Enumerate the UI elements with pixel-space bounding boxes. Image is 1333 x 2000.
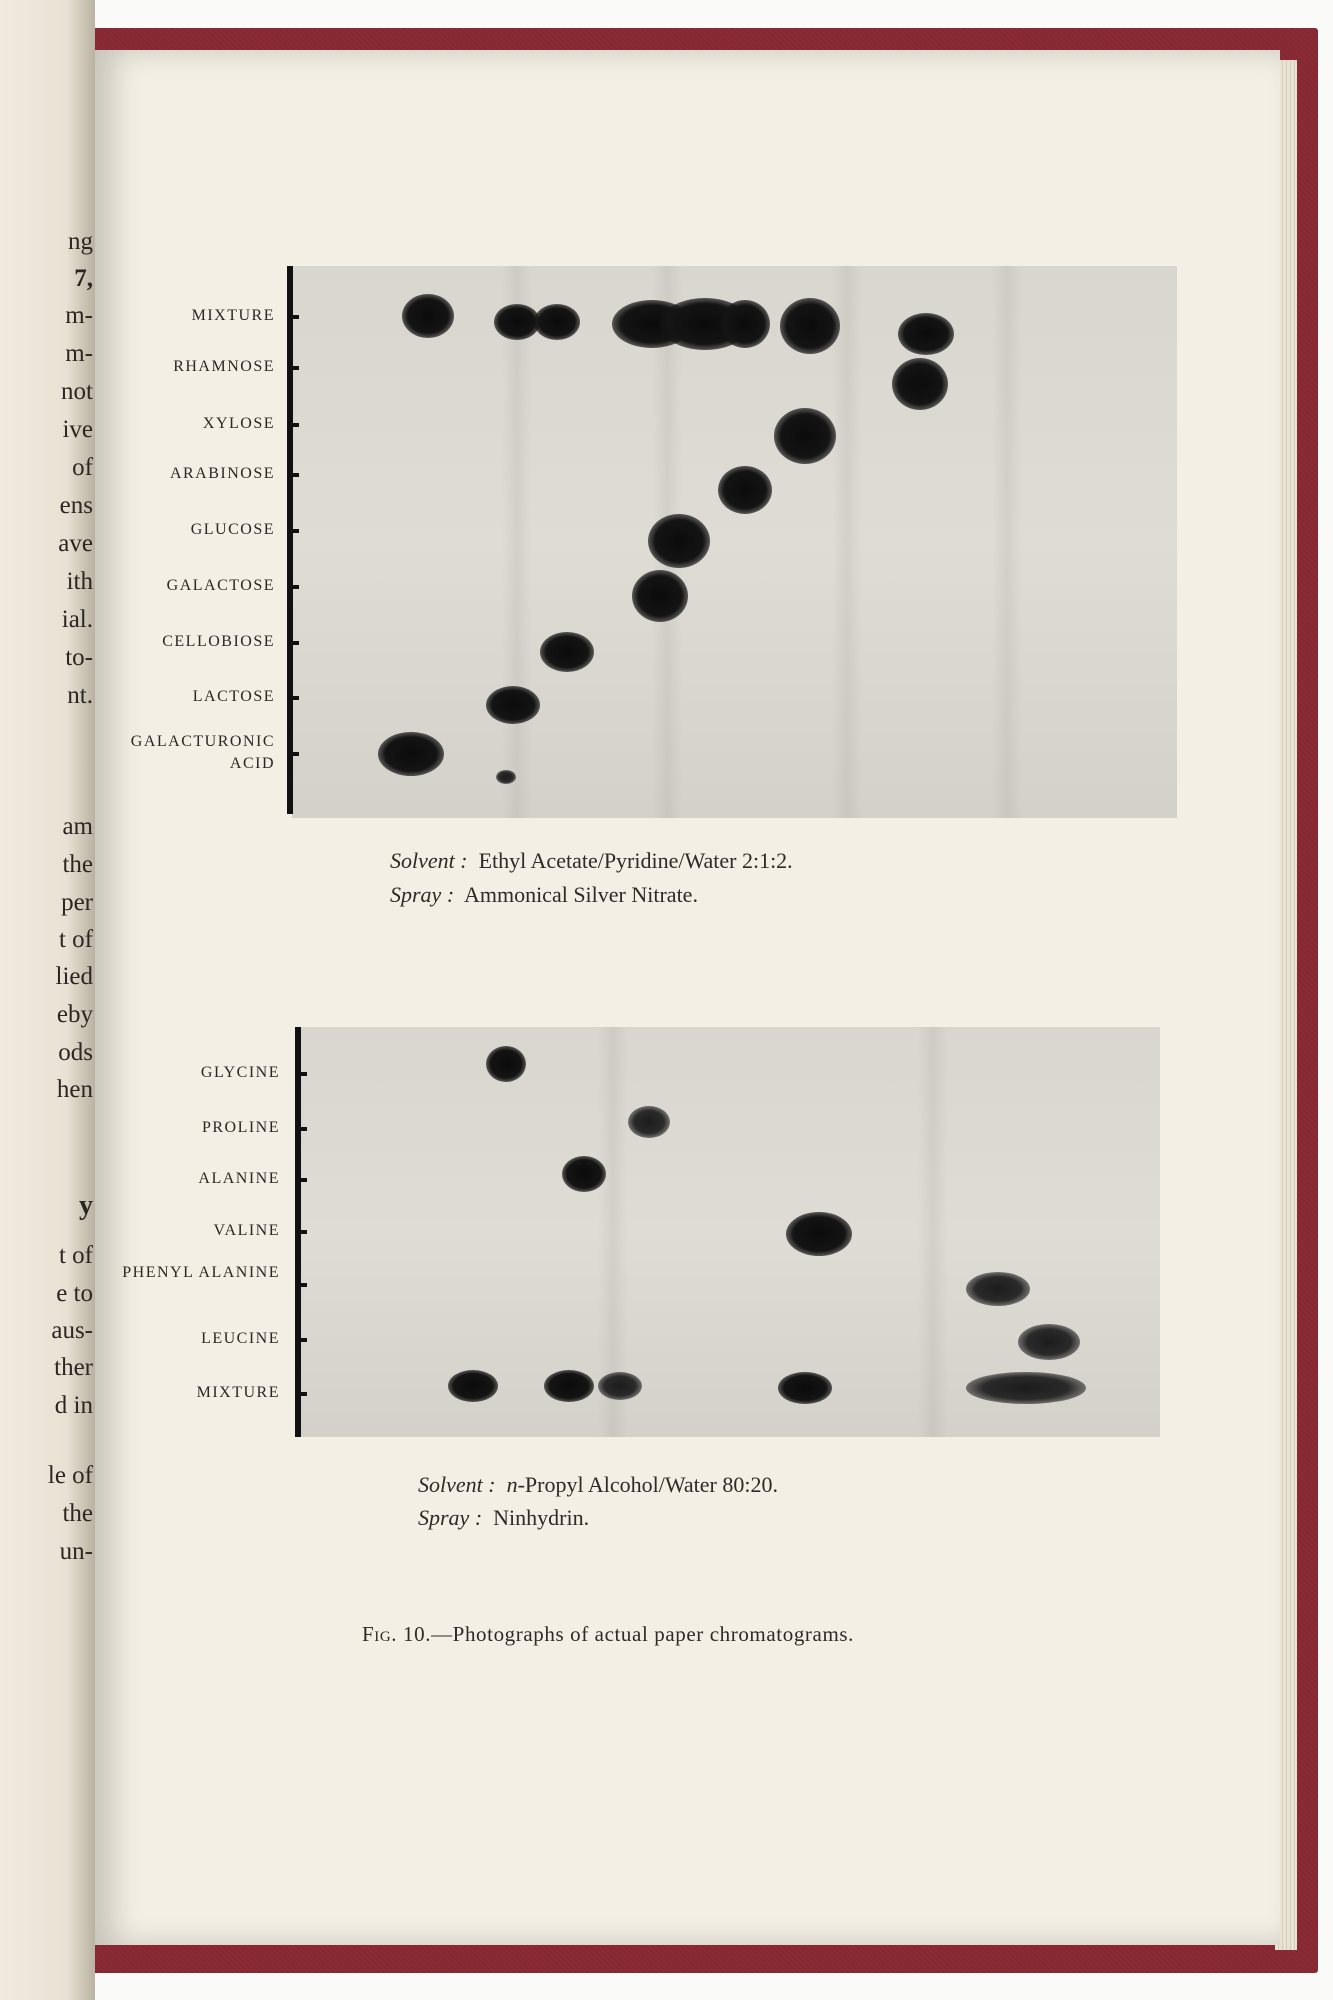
spot bbox=[1018, 1324, 1080, 1360]
spot bbox=[540, 632, 594, 672]
spot bbox=[632, 570, 688, 622]
left-text-fragment: to- bbox=[65, 644, 93, 671]
left-text-fragment: per bbox=[61, 889, 93, 916]
spot bbox=[892, 358, 948, 410]
sugar-label-galacturonic-acid: GALACTURONIC ACID bbox=[130, 733, 275, 772]
left-text-fragment: le of bbox=[47, 1462, 93, 1489]
spot bbox=[448, 1370, 498, 1402]
amino-label-proline: PROLINE bbox=[201, 1119, 280, 1136]
left-text-fragment: t of bbox=[58, 1242, 93, 1269]
left-text-fragment: nt. bbox=[67, 682, 93, 709]
left-text-fragment: e to bbox=[56, 1280, 93, 1307]
spot bbox=[544, 1370, 594, 1402]
sugar-label-arabinose: ARABINOSE bbox=[169, 465, 275, 482]
amino-label-valine: VALINE bbox=[213, 1222, 280, 1239]
left-text-fragment: of bbox=[72, 454, 93, 481]
spot bbox=[898, 313, 954, 355]
spot bbox=[378, 732, 444, 776]
left-text-fragment: ave bbox=[58, 530, 93, 557]
sugar-label-rhamnose: RHAMNOSE bbox=[173, 358, 275, 375]
left-text-fragment: d in bbox=[54, 1392, 93, 1419]
left-text-fragment: m- bbox=[65, 302, 93, 329]
spot bbox=[562, 1156, 606, 1192]
left-text-fragment: ive bbox=[62, 416, 93, 443]
spot bbox=[780, 298, 840, 354]
left-text-fragment: the bbox=[62, 1500, 93, 1527]
spray-caption-2: Spray : Ninhydrin. bbox=[418, 1505, 590, 1530]
sugar-label-galactose: GALACTOSE bbox=[166, 577, 275, 594]
spot bbox=[534, 304, 580, 340]
sugar-label-glucose: GLUCOSE bbox=[190, 521, 275, 538]
spot bbox=[774, 408, 836, 464]
amino-label-phenylalanine: PHENYL ALANINE bbox=[122, 1264, 280, 1281]
spot bbox=[778, 1372, 832, 1404]
spray-caption-1: Spray : Ammonical Silver Nitrate. bbox=[390, 882, 698, 907]
sugar-label-lactose: LACTOSE bbox=[192, 688, 275, 705]
left-text-fragment: y bbox=[79, 1190, 93, 1221]
amino-label-mixture: MIXTURE bbox=[196, 1384, 280, 1401]
spot bbox=[648, 514, 710, 568]
spot bbox=[402, 294, 454, 338]
left-text-fragment: lied bbox=[55, 963, 93, 990]
amino-label-alanine: ALANINE bbox=[198, 1170, 280, 1187]
spot bbox=[486, 686, 540, 724]
left-text-fragment: ial. bbox=[61, 606, 93, 633]
solvent-caption-1: Solvent : Ethyl Acetate/Pyridine/Water 2:1:2. bbox=[390, 848, 793, 873]
sugar-label-mixture: MIXTURE bbox=[191, 307, 275, 324]
solvent-caption-2: Solvent : n-Propyl Alcohol/Water 80:20. bbox=[418, 1472, 778, 1497]
left-page bbox=[0, 0, 95, 2000]
spot bbox=[496, 770, 516, 784]
spot bbox=[966, 1372, 1086, 1404]
left-text-fragment: ens bbox=[59, 492, 93, 519]
left-text-fragment: hen bbox=[56, 1076, 93, 1103]
spot bbox=[598, 1372, 642, 1400]
amino-label-glycine: GLYCINE bbox=[200, 1064, 280, 1081]
left-text-fragment: 7, bbox=[74, 265, 93, 292]
left-text-fragment: aus- bbox=[51, 1317, 93, 1344]
chromatogram-1-origin-line bbox=[287, 266, 293, 814]
spot bbox=[720, 300, 770, 348]
spot bbox=[966, 1272, 1030, 1306]
amino-label-leucine: LEUCINE bbox=[201, 1330, 280, 1347]
figure-caption: Fig. 10.—Photographs of actual paper chromatograms. bbox=[362, 1622, 854, 1646]
left-text-fragment: t of bbox=[58, 926, 93, 953]
left-text-fragment: not bbox=[61, 378, 93, 405]
left-text-fragment: ther bbox=[54, 1354, 93, 1381]
spot bbox=[486, 1046, 526, 1082]
sugar-label-xylose: XYLOSE bbox=[202, 415, 275, 432]
spot bbox=[786, 1212, 852, 1256]
left-text-fragment: ng bbox=[68, 228, 93, 255]
left-text-fragment: the bbox=[62, 851, 93, 878]
left-text-fragment: un- bbox=[59, 1538, 93, 1565]
spot bbox=[628, 1106, 670, 1138]
left-text-fragment: ith bbox=[66, 568, 93, 595]
sugar-label-cellobiose: CELLOBIOSE bbox=[162, 633, 275, 650]
left-text-fragment: am bbox=[62, 813, 93, 840]
left-text-fragment: eby bbox=[56, 1001, 93, 1028]
left-text-fragment: ods bbox=[58, 1039, 93, 1066]
left-text-fragment: m- bbox=[65, 340, 93, 367]
spot bbox=[718, 466, 772, 514]
